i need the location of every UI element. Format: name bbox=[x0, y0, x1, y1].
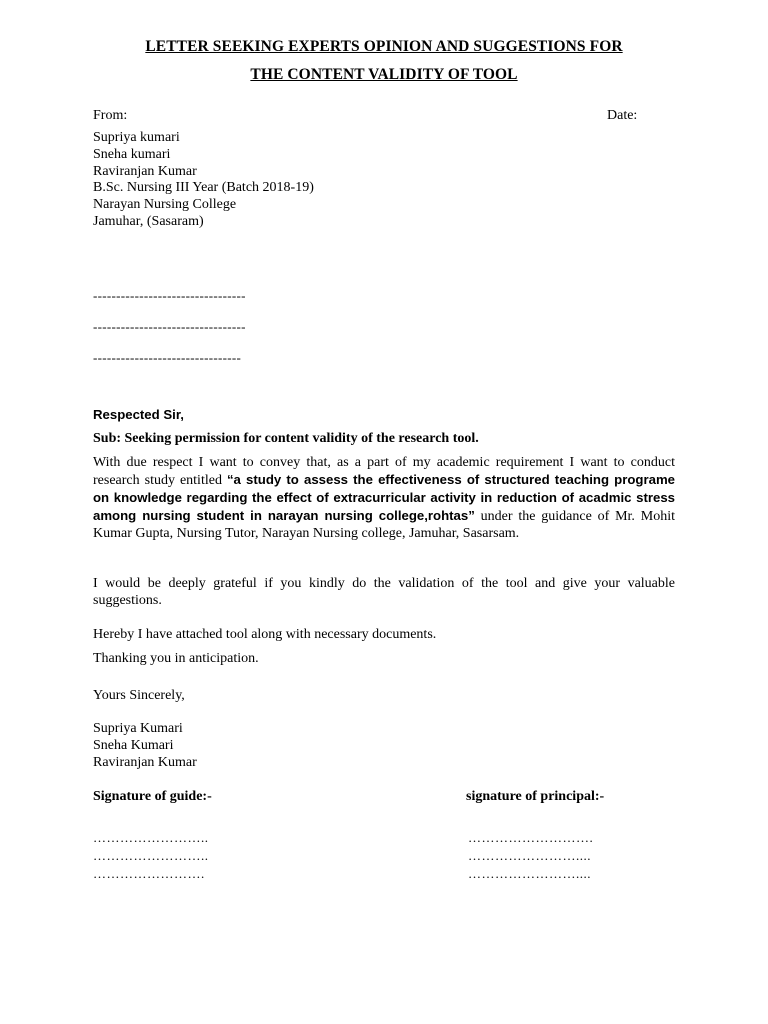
address-line: B.Sc. Nursing III Year (Batch 2018-19) bbox=[93, 180, 314, 196]
guide-signature-line: …………………….. bbox=[93, 830, 209, 845]
address-line: Supriya kumari bbox=[93, 130, 180, 145]
signature-guide-label: Signature of guide:- bbox=[93, 789, 212, 804]
letter-title-line-2: THE CONTENT VALIDITY OF TOOL bbox=[250, 66, 518, 83]
study-title: “a study to assess the effectiveness of structured teaching programe on knowledge regarding the effect of extracurricular activity in reduction of acadmic stress among nursing student in narayan nursing college,rohtas” bbox=[93, 472, 676, 523]
principal-signature-line: …………………….... bbox=[468, 866, 591, 881]
recipient-line-2: --------------------------------- bbox=[93, 319, 246, 334]
principal-signature-line: ………………………. bbox=[468, 830, 594, 845]
principal-signature-line: …………………….... bbox=[468, 848, 591, 863]
sender-address bbox=[93, 130, 314, 231]
closing: Yours Sincerely, bbox=[93, 688, 185, 703]
body-paragraph-2: I would be deeply grateful if you kindly do the validation of the tool and give your valuable suggestions. bbox=[93, 576, 675, 608]
body-paragraph-4: Thanking you in anticipation. bbox=[93, 651, 259, 666]
guide-signature-line: …………………….. bbox=[93, 848, 209, 863]
address-line: Narayan Nursing College bbox=[93, 197, 237, 213]
signatory-name: Raviranjan Kumar bbox=[93, 755, 197, 770]
signature-principal-label: signature of principal:- bbox=[466, 789, 605, 804]
subject-line: Sub: Seeking permission for content validity of the research tool. bbox=[93, 431, 479, 446]
guide-signature-line: ……………………. bbox=[93, 866, 205, 881]
address-line: Jamuhar, (Sasaram) bbox=[93, 213, 204, 229]
recipient-line-1: --------------------------------- bbox=[93, 288, 246, 303]
body-intro: With due respect I want to convey that, as a part of my academic requirement I want to conduct research study entitled bbox=[93, 455, 675, 488]
body-paragraph-3: Hereby I have attached tool along with necessary documents. bbox=[93, 627, 437, 642]
letter-title-line-1: LETTER SEEKING EXPERTS OPINION AND SUGGESTIONS FOR bbox=[145, 38, 623, 55]
address-line: Raviranjan Kumar bbox=[93, 163, 197, 179]
salutation: Respected Sir, bbox=[93, 407, 184, 422]
recipient-line-3: -------------------------------- bbox=[93, 350, 242, 365]
signatory-name: Sneha Kumari bbox=[93, 738, 174, 753]
signatory-name: Supriya Kumari bbox=[93, 721, 183, 736]
body-outro: under the guidance of Mr. Mohit Kumar Gupta, Nursing Tutor, Narayan Nursing college, Jamuhar, Sasarsam. bbox=[93, 509, 675, 541]
date-label: Date: bbox=[607, 108, 638, 123]
from-label: From: bbox=[93, 108, 128, 123]
address-line: Sneha kumari bbox=[93, 146, 171, 162]
body-paragraph-1 bbox=[93, 454, 675, 542]
